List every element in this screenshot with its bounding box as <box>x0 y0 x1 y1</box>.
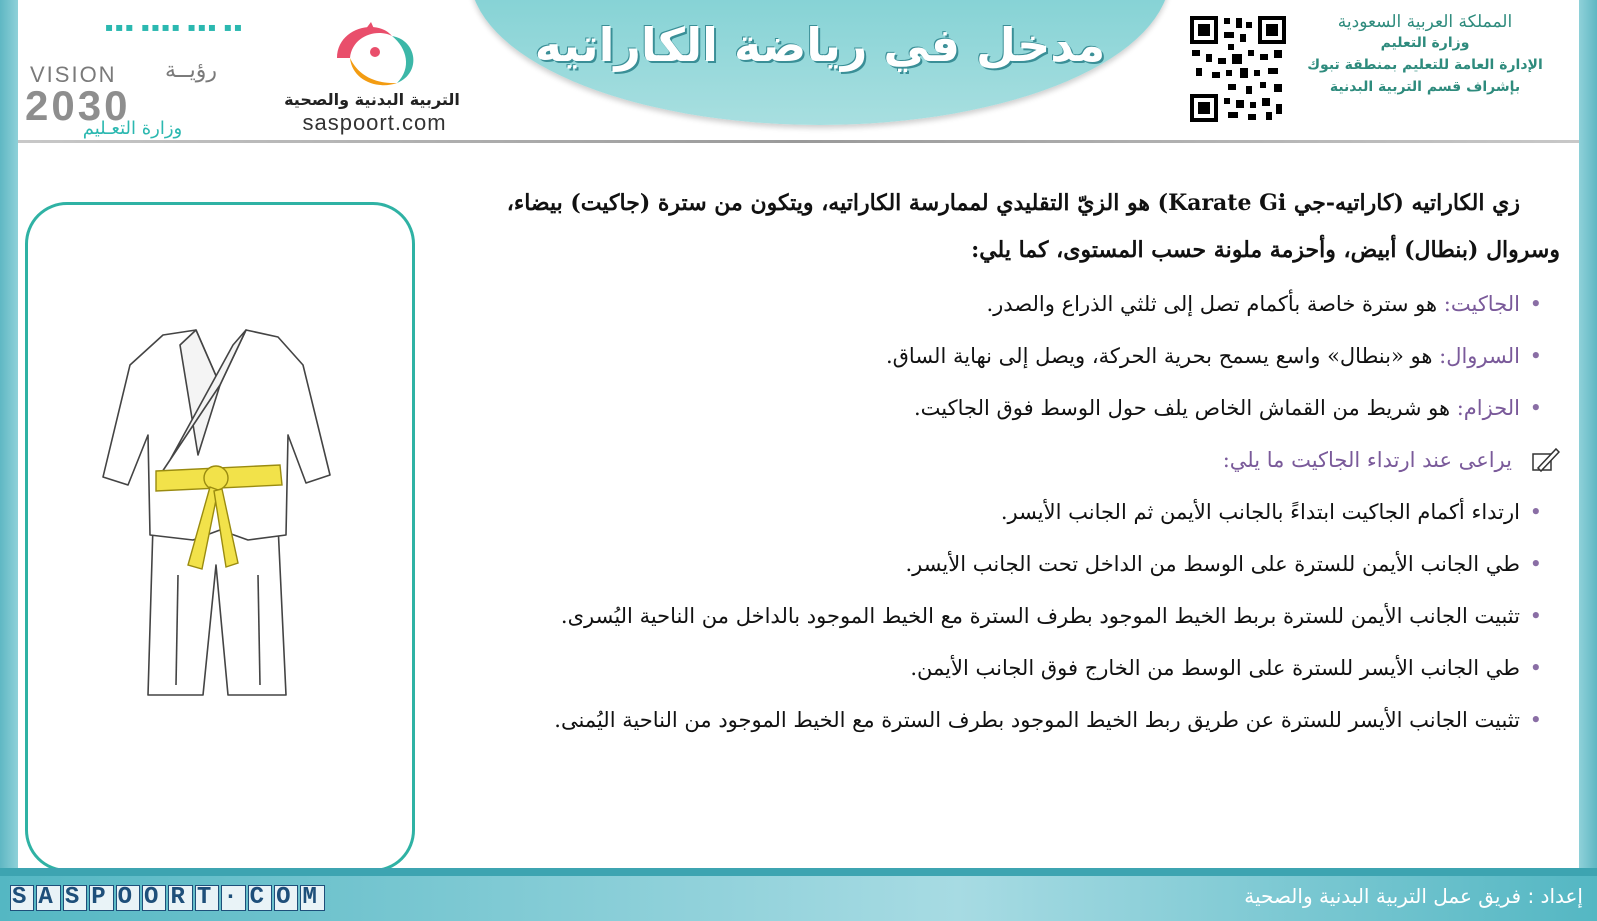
vision-ministry-name: وزارة التعـليم <box>82 118 183 139</box>
definition-item <box>450 382 1520 434</box>
ministry-header-block <box>1290 12 1560 98</box>
step-item: • ارتداء أكمام الجاكيت ابتداءً بالجانب الأيمن ثم الجانب الأيسر. <box>450 486 1520 538</box>
footer-url-letter: M <box>302 884 323 911</box>
definition-text: هو شريط من القماش الخاص يلف حول الوسط فوق الجاكيت. <box>913 396 1457 420</box>
saspoort-logo <box>262 18 487 133</box>
vision-word: VISION <box>30 62 117 87</box>
footer-url-letter: P <box>91 884 112 911</box>
left-frame <box>0 0 18 921</box>
saspoort-url: saspoort.com <box>302 110 447 135</box>
footer-url-letter: O <box>144 884 165 911</box>
vision-2030-logo <box>25 18 255 139</box>
footer-divider <box>0 868 1597 876</box>
footer-url-letter: O <box>276 884 297 911</box>
intro-paragraph-line1: زي الكاراتيه (كاراتيه-جي Karate Gi) هو الزيّ التقليدي لممارسة الكاراتيه، ويتكون من سترة (جاكيت) بيضاء، <box>506 190 1520 216</box>
steps-list <box>450 486 1560 746</box>
vision-arabic-word: رؤيــة <box>165 58 218 83</box>
education-directorate: الإدارة العامة للتعليم بمنطقة تبوك <box>1307 57 1543 73</box>
karate-gi-image-card <box>25 202 415 872</box>
step-item: • طي الجانب الأيمن للسترة على الوسط من الداخل تحت الجانب الأيسر. <box>450 538 1520 590</box>
note-text: يراعى عند ارتداء الجاكيت ما يلي: <box>1222 448 1512 472</box>
definition-text: هو «بنطال» واسع يسمح بحرية الحركة، ويصل إلى نهاية الساق. <box>885 344 1440 368</box>
ministry-name: وزارة التعليم <box>1380 35 1470 51</box>
main-content <box>450 178 1560 746</box>
definition-item <box>450 330 1520 382</box>
definition-text: هو سترة خاصة بأكمام تصل إلى ثلثي الذراع والصدر. <box>986 292 1444 316</box>
pe-department: بإشراف قسم التربية البدنية <box>1329 79 1521 95</box>
step-item: • تثبيت الجانب الأيسر للسترة عن طريق ربط الخيط الموجود بطرف السترة مع الخيط الموجود من الناحية اليُمنى. <box>450 694 1520 746</box>
footer-url <box>10 884 327 911</box>
header-divider <box>18 140 1579 143</box>
intro-paragraph-line2: وسروال (بنطال) أبيض، وأحزمة ملونة حسب المستوى، كما يلي: <box>971 237 1560 263</box>
definitions-list <box>450 278 1560 434</box>
step-item: • طي الجانب الأيسر للسترة على الوسط من الخارج فوق الجانب الأيمن. <box>450 642 1520 694</box>
karate-gi-illustration <box>98 325 343 715</box>
vision-dots-pattern: ▪▪▪ ▪▪▪▪ ▪▪▪ ▪▪ <box>105 20 245 34</box>
definition-term: الجاكيت: <box>1443 292 1520 316</box>
footer-url-letter: C <box>249 884 271 911</box>
pen-note-icon <box>1530 446 1560 474</box>
definition-item <box>450 278 1520 330</box>
saspoort-arabic-name: التربية البدنية والصحية <box>284 90 460 109</box>
saspoort-emblem-icon <box>317 18 432 90</box>
vision-year: 2030 <box>25 82 131 129</box>
footer-url-letter: T <box>196 884 218 911</box>
qr-code-icon <box>1188 14 1288 124</box>
definition-term: الحزام: <box>1456 396 1520 420</box>
definition-term: السروال: <box>1439 344 1520 368</box>
footer-credit: إعداد : فريق عمل التربية البدنية والصحية <box>1244 884 1583 908</box>
footer-url-letter: · <box>223 884 244 911</box>
note-heading <box>450 434 1560 486</box>
page-footer <box>0 876 1597 921</box>
footer-url-letter: R <box>170 884 191 911</box>
right-frame <box>1579 0 1597 921</box>
page-title: مدخل في رياضة الكاراتيه <box>534 18 1106 72</box>
kingdom-name: المملكة العربية السعودية <box>1337 12 1513 32</box>
footer-url-letter: S <box>12 884 33 911</box>
step-item: • تثبيت الجانب الأيمن للسترة بربط الخيط الموجود بطرف السترة مع الخيط الموجود بالداخل من الناحية اليُسرى. <box>450 590 1520 642</box>
footer-url-letter: S <box>64 884 86 911</box>
footer-url-letter: O <box>117 884 139 911</box>
footer-url-letter: A <box>38 884 59 911</box>
